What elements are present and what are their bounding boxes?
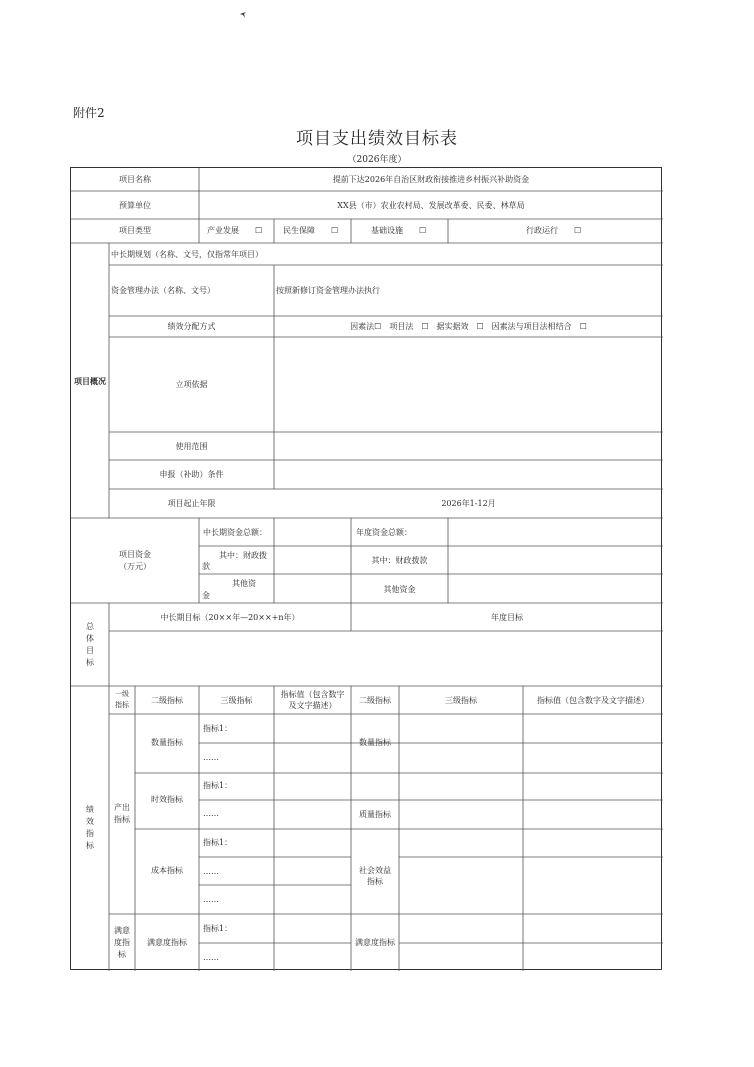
level2-header-right: 二级指标 xyxy=(359,696,391,705)
satisfaction-l1-label-3: 标 xyxy=(118,950,126,959)
checkbox-icon: ☐ xyxy=(574,226,582,235)
level1-header-2: 指标 xyxy=(115,701,129,709)
mid-plan-label: 中长期规划（名称、文号，仅指常年项目） xyxy=(111,250,263,259)
period-value: 2026年1-12月 xyxy=(441,499,496,508)
indicator-ellipsis: …… xyxy=(203,809,219,818)
checkbox-icon: ☐ xyxy=(331,226,339,235)
year-fin-label: 其中：财政拨款 xyxy=(371,556,428,565)
right-l2-quantity: 数量指标 xyxy=(359,738,391,747)
level3-header-right: 三级指标 xyxy=(445,696,477,705)
budget-unit-label: 预算单位 xyxy=(119,201,151,210)
annex-label: 附件2 xyxy=(73,106,105,120)
level1-header-1: 一级 xyxy=(115,690,129,698)
overall-section-label-2: 体 xyxy=(86,634,94,643)
perf-section-label-4: 标 xyxy=(86,841,94,850)
apply-label: 申报（补助）条件 xyxy=(159,470,224,479)
mid-target-header: 中长期目标（20××年—20××+n年） xyxy=(160,613,300,622)
perf-section-label-2: 效 xyxy=(86,817,94,826)
project-name-label: 项目名称 xyxy=(119,175,151,184)
fund-mgmt-value: 按照新修订资金管理办法执行 xyxy=(276,286,380,295)
type-administration[interactable]: 行政运行 ☐ xyxy=(526,226,582,235)
right-l2-satisfaction: 满意度指标 xyxy=(355,938,395,947)
type-industry[interactable]: 产业发展 ☐ xyxy=(207,226,263,235)
overall-section-label-4: 标 xyxy=(86,658,94,667)
value-header-right: 指标值（包含数字及文字描述） xyxy=(537,696,649,705)
type-infrastructure[interactable]: 基础设施 ☐ xyxy=(371,226,427,235)
right-l2-social-benefit: 社会效益 指标 xyxy=(359,866,391,886)
left-l2-timeliness: 时效指标 xyxy=(151,795,183,804)
perf-section-label-3: 指 xyxy=(86,829,94,838)
left-l2-satisfaction: 满意度指标 xyxy=(147,938,187,947)
funds-unit-label: （万元） xyxy=(119,562,151,571)
scan-mark-icon xyxy=(240,12,247,18)
page-title: 项目支出绩效目标表 xyxy=(296,129,458,149)
right-l2-quality: 质量指标 xyxy=(359,810,391,819)
value-header-left-1: 指标值（包含数字 xyxy=(280,690,345,699)
mid-other-label: 其他资 xyxy=(232,579,256,588)
perf-section-label-1: 绩 xyxy=(86,805,94,814)
period-label: 项目起止年限 xyxy=(167,499,216,508)
year-subtitle: （2026年度） xyxy=(347,155,407,165)
year-other-label: 其他资金 xyxy=(383,585,416,594)
mid-fin-label-2: 款 xyxy=(202,562,210,571)
indicator-ellipsis: …… xyxy=(203,753,219,762)
scope-label: 使用范围 xyxy=(175,442,208,451)
alloc-label: 绩效分配方式 xyxy=(167,322,216,331)
mid-total-label: 中长期资金总额： xyxy=(203,528,267,537)
overview-section-label: 项目概况 xyxy=(74,376,106,386)
left-l2-cost: 成本指标 xyxy=(151,866,183,875)
mid-fin-label: 其中：财政拨 xyxy=(219,551,267,560)
checkbox-icon: ☐ xyxy=(419,226,427,235)
indicator-ellipsis: …… xyxy=(203,895,219,904)
output-label-2: 指标 xyxy=(114,815,130,824)
project-type-label: 项目类型 xyxy=(119,226,151,235)
indicator-1: 指标1： xyxy=(203,924,233,933)
mid-other-label-2: 金 xyxy=(202,591,210,600)
project-name-value: 提前下达2026年自治区财政衔接推进乡村振兴补助资金 xyxy=(332,175,530,184)
checkbox-icon: ☐ xyxy=(255,226,263,235)
value-header-left-2: 及文字描述） xyxy=(288,701,337,710)
performance-target-form xyxy=(70,167,662,970)
basis-label: 立项依据 xyxy=(175,380,208,389)
funds-section-label: 项目资金 xyxy=(119,550,151,559)
overall-section-label-3: 目 xyxy=(86,646,94,655)
budget-unit-value: XX县（市）农业农村局、发展改革委、民委、林草局 xyxy=(337,201,525,210)
indicator-1: 指标1： xyxy=(203,838,233,847)
alloc-options[interactable]: 因素法☐ 项目法 ☐ 据实据效 ☐ 因素法与项目法相结合 ☐ xyxy=(350,322,587,331)
indicator-1: 指标1： xyxy=(203,724,233,733)
year-target-header: 年度目标 xyxy=(491,613,523,622)
indicator-1: 指标1： xyxy=(203,781,233,790)
indicator-ellipsis: …… xyxy=(203,867,219,876)
type-livelihood[interactable]: 民生保障 ☐ xyxy=(283,226,339,235)
indicator-ellipsis: …… xyxy=(203,953,219,962)
satisfaction-l1-label-1: 满意 xyxy=(114,926,130,935)
level3-header: 三级指标 xyxy=(220,696,253,705)
left-l2-quantity: 数量指标 xyxy=(151,738,183,747)
output-label-1: 产出 xyxy=(114,803,130,812)
satisfaction-l1-label-2: 度指 xyxy=(114,938,130,947)
level2-header: 二级指标 xyxy=(151,696,183,705)
overall-section-label-1: 总 xyxy=(86,622,94,631)
year-total-label: 年度资金总额： xyxy=(356,528,412,537)
fund-mgmt-label: 资金管理办法（名称、文号） xyxy=(111,286,215,295)
